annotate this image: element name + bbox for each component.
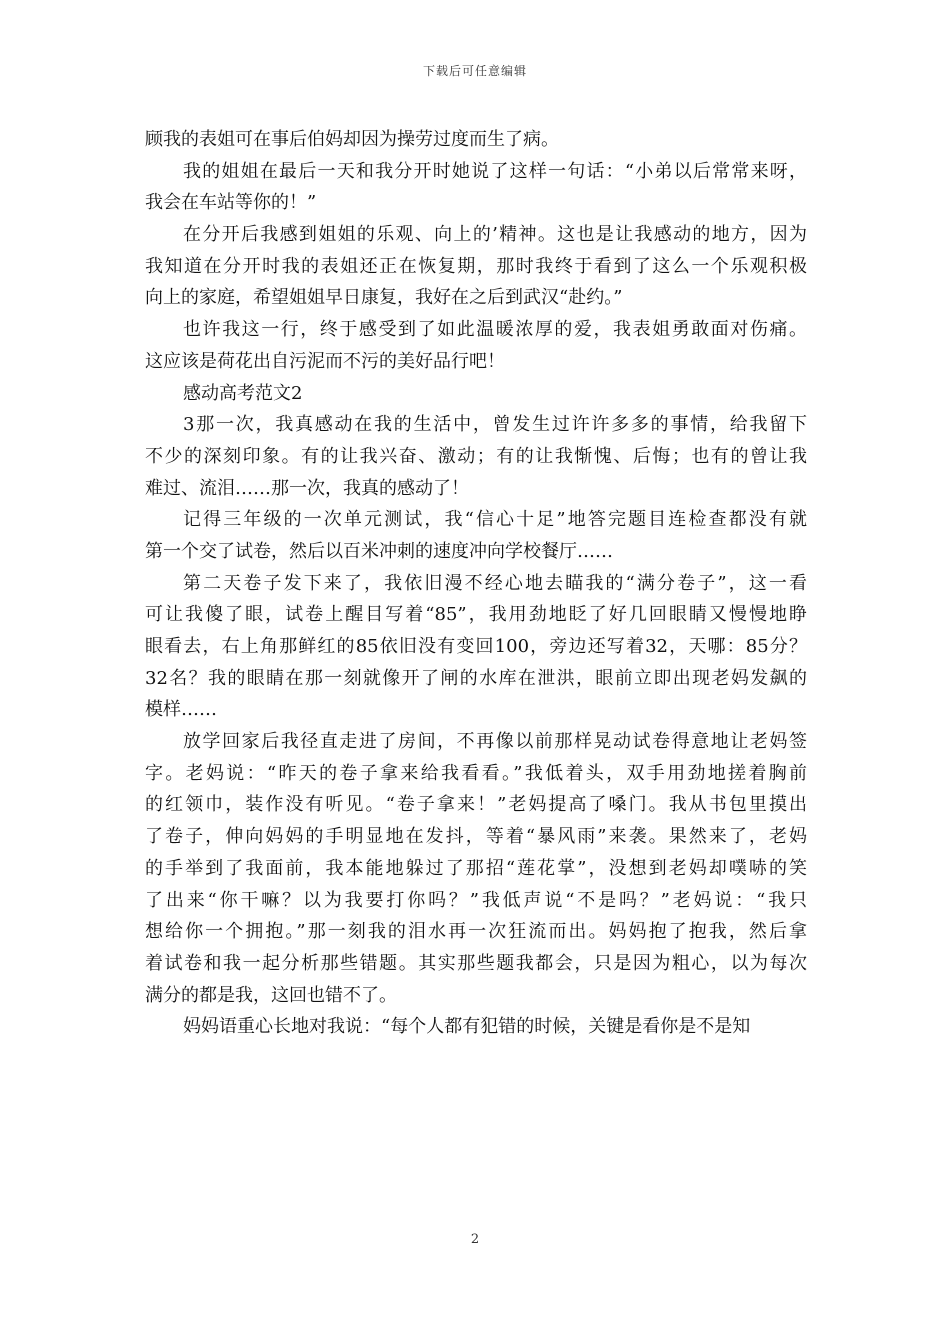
paragraph: [145, 409, 807, 504]
document-body: [145, 124, 807, 1043]
paragraph: [145, 219, 807, 314]
page-number: 2: [470, 1232, 480, 1247]
text-line: 难过、流泪……那一次，我真的感动了！: [145, 477, 469, 499]
page-header: 下载后可任意编辑: [422, 64, 527, 78]
text-line: 感动高考范文2: [183, 382, 303, 404]
text-line: 顾我的表姐可在事后伯妈却因为操劳过度而生了病。: [145, 129, 559, 150]
text-line: 的手举到了我面前，我本能地躲过了那招“莲花掌”，没想到老妈却噗哧的笑: [145, 857, 807, 879]
paragraph: [145, 504, 807, 567]
text-line: 也许我这一行，终于感受到了如此温暖浓厚的爱，我表姐勇敢面对伤痛。: [183, 319, 807, 341]
text-line: 想给你一个拥抱。”那一刻我的泪水再一次狂流而出。妈妈抱了抱我，然后拿: [145, 921, 807, 943]
paragraph: [145, 1011, 807, 1043]
text-line: 这应该是荷花出自污泥而不污的美好品行吧！: [145, 350, 505, 372]
text-line: 字。老妈说：“昨天的卷子拿来给我看看。”我低着头，双手用劲地搓着胸前: [145, 762, 807, 784]
text-line: 满分的都是我，这回也错不了。: [145, 984, 397, 1006]
text-line: 32名？我的眼睛在那一刻就像开了闸的水库在泄洪，眼前立即出现老妈发飙的: [145, 667, 807, 689]
text-line: 第二天卷子发下来了，我依旧漫不经心地去瞄我的“满分卷子”，这一看: [183, 572, 807, 594]
text-line: 我知道在分开时我的表姐还正在恢复期，那时我终于看到了这么一个乐观积极: [145, 255, 807, 277]
text-line: 在分开后我感到姐姐的乐观、向上的’精神。这也是让我感动的地方，因为: [183, 224, 807, 246]
text-line: 我的姐姐在最后一天和我分开时她说了这样一句话：“小弟以后常常来呀，: [183, 160, 807, 182]
text-line: 了出来“你干嘛？以为我要打你吗？”我低声说“不是吗？”老妈说：“我只: [145, 889, 807, 911]
paragraph: [145, 378, 807, 410]
text-line: 向上的家庭，希望姐姐早日康复，我好在之后到武汉“赴约。”: [145, 287, 623, 309]
text-line: 了卷子，伸向妈妈的手明显地在发抖，等着“暴风雨”来袭。果然来了，老妈: [145, 826, 807, 848]
paragraph: [145, 156, 807, 219]
text-line: 可让我傻了眼，试卷上醒目写着“85”，我用劲地眨了好几回眼睛又慢慢地睁: [145, 604, 807, 626]
paragraph: [145, 314, 807, 377]
text-line: 模样……: [145, 699, 217, 721]
text-line: 3那一次，我真感动在我的生活中，曾发生过许许多多的事情，给我留下: [183, 414, 807, 436]
text-line: 不少的深刻印象。有的让我兴奋、激动；有的让我惭愧、后悔；也有的曾让我: [145, 445, 807, 467]
text-line: 记得三年级的一次单元测试，我“信心十足”地答完题目连检查都没有就: [183, 509, 807, 531]
text-line: 眼看去，右上角那鲜红的85依旧没有变回100，旁边还写着32，天哪：85分？: [145, 636, 807, 657]
text-line: 妈妈语重心长地对我说：“每个人都有犯错的时候，关键是看你是不是知: [183, 1016, 751, 1038]
text-line: 放学回家后我径直走进了房间，不再像以前那样晃动试卷得意地让老妈签: [183, 731, 807, 753]
paragraph: [145, 726, 807, 1011]
text-line: 第一个交了试卷，然后以百米冲刺的速度冲向学校餐厅……: [145, 540, 613, 562]
text-line: 着试卷和我一起分析那些错题。其实那些题我都会，只是因为粗心，以为每次: [145, 952, 807, 974]
paragraph: [145, 568, 807, 726]
text-line: 的红领巾，装作没有听见。“卷子拿来！”老妈提高了嗓门。我从书包里摸出: [145, 794, 807, 816]
paragraph: [145, 124, 807, 156]
text-line: 我会在车站等你的！”: [145, 192, 317, 214]
